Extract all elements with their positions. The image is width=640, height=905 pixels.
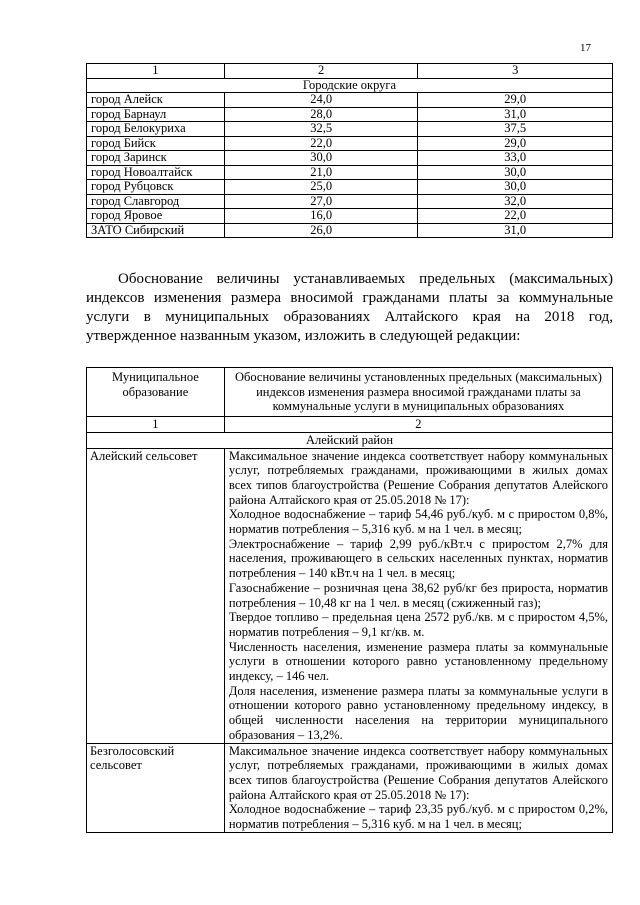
value-col-2: 21,0	[224, 165, 418, 180]
page-number: 17	[580, 42, 591, 54]
indices-table-city-districts	[86, 63, 613, 238]
section-title: Алейский район	[87, 432, 613, 448]
value-col-2: 32,5	[224, 122, 418, 137]
value-col-3: 32,0	[418, 194, 613, 209]
table-row	[87, 743, 613, 832]
value-col-3: 22,0	[418, 209, 613, 224]
municipality-name: город Белокуриха	[87, 122, 225, 137]
value-col-3: 30,0	[418, 165, 613, 180]
municipality-name: город Барнаул	[87, 107, 225, 122]
justification-paragraph: Максимальное значение индекса соответствует набору коммунальных услуг, потребляемых гражданами, проживающими в жилых домах всех типов благоустройства (Решение Собрания депутатов Алейского района Алтайского края от 25.05.2018 № 17):	[228, 743, 608, 802]
column-number-row	[87, 417, 613, 433]
value-col-2: 22,0	[224, 136, 418, 151]
table-row	[87, 448, 613, 743]
table-row	[87, 136, 613, 151]
value-col-3: 29,0	[418, 93, 613, 108]
value-col-3: 37,5	[418, 122, 613, 137]
table-header-row	[87, 368, 613, 417]
table-row	[87, 223, 613, 238]
value-col-3: 30,0	[418, 180, 613, 195]
justification-table	[86, 367, 613, 833]
municipality-name: город Новоалтайск	[87, 165, 225, 180]
table-row	[87, 194, 613, 209]
justification-paragraph: Численность населения, изменение размера платы за коммунальные услуги в отношении которого равно установленному предельному индексу, – 146 чел.	[228, 639, 608, 684]
table-header-row	[87, 64, 613, 79]
municipality-name: ЗАТО Сибирский	[87, 223, 225, 238]
value-col-2: 24,0	[224, 93, 418, 108]
section-row	[87, 78, 613, 93]
table-row	[87, 107, 613, 122]
value-col-3: 31,0	[418, 107, 613, 122]
section-title: Городские округа	[87, 78, 613, 93]
col-header-1: 1	[87, 64, 225, 79]
table-row	[87, 93, 613, 108]
value-col-3: 29,0	[418, 136, 613, 151]
col-header-2: 2	[224, 64, 418, 79]
value-col-2: 25,0	[224, 180, 418, 195]
justification-paragraph: Твердое топливо – предельная цена 2572 руб./кв. м с приростом 4,5%, норматив потребления – 9,1 кг/кв. м.	[228, 610, 608, 639]
value-col-3: 33,0	[418, 151, 613, 166]
justification-paragraph: Электроснабжение – тариф 2,99 руб./кВт.ч с приростом 2,7% для населения, проживающего в сельских населенных пунктах, норматив потребления – 140 кВт.ч на 1 чел. в месяц;	[228, 536, 608, 581]
justification-paragraph: Холодное водоснабжение – тариф 54,46 руб./куб. м с приростом 0,8%, норматив потребления – 5,316 куб. м на 1 чел. в месяц;	[228, 507, 608, 537]
municipality-name: город Бийск	[87, 136, 225, 151]
justification-paragraph: Холодное водоснабжение – тариф 23,35 руб./куб. м с приростом 0,2%, норматив потребления – 5,316 куб. м на 1 чел. в месяц;	[228, 802, 608, 832]
value-col-2: 16,0	[224, 209, 418, 224]
table-row	[87, 165, 613, 180]
value-col-2: 28,0	[224, 107, 418, 122]
value-col-2: 27,0	[224, 194, 418, 209]
municipality-name: город Алейск	[87, 93, 225, 108]
municipality-name: город Рубцовск	[87, 180, 225, 195]
table-row	[87, 209, 613, 224]
justification-text	[224, 743, 612, 832]
table-row	[87, 151, 613, 166]
justification-text	[224, 448, 612, 743]
col-number-2: 2	[224, 417, 612, 433]
table-row	[87, 180, 613, 195]
col-header-3: 3	[418, 64, 613, 79]
municipality-name: город Славгород	[87, 194, 225, 209]
justification-paragraph: Доля населения, изменение размера платы за коммунальные услуги в отношении которого равно установленному предельному индексу, в общей численности населения на территории муниципального образования – 13,2%.	[228, 683, 608, 742]
municipality-name: Алейский сельсовет	[87, 448, 225, 743]
municipality-name: Безголосовский сельсовет	[87, 743, 225, 832]
municipality-name: город Яровое	[87, 209, 225, 224]
municipality-name: город Заринск	[87, 151, 225, 166]
col-number-1: 1	[87, 417, 225, 433]
intro-paragraph: Обоснование величины устанавливаемых предельных (максимальных) индексов изменения размера вносимой гражданами платы за коммунальные услуги в муниципальных образованиях Алтайского края на 2018 год, утвержденное названным указом, изложить в следующей редакции:	[86, 271, 613, 344]
value-col-2: 30,0	[224, 151, 418, 166]
section-row	[87, 432, 613, 448]
table-row	[87, 122, 613, 137]
value-col-3: 31,0	[418, 223, 613, 238]
header-justification: Обоснование величины установленных предельных (максимальных) индексов изменения размера вносимой гражданами платы за коммунальные услуги в муниципальных образованиях	[224, 368, 612, 417]
justification-paragraph: Газоснабжение – розничная цена 38,62 руб/кг без прироста, норматив потребления – 10,48 кг на 1 чел. в месяц (сжиженный газ);	[228, 580, 608, 610]
justification-paragraph: Максимальное значение индекса соответствует набору коммунальных услуг, потребляемых гражданами, проживающими в жилых домах всех типов благоустройства (Решение Собрания депутатов Алейского района Алтайского края от 25.05.2018 № 17):	[228, 448, 608, 507]
value-col-2: 26,0	[224, 223, 418, 238]
header-municipality: Муниципальное образование	[87, 368, 225, 417]
